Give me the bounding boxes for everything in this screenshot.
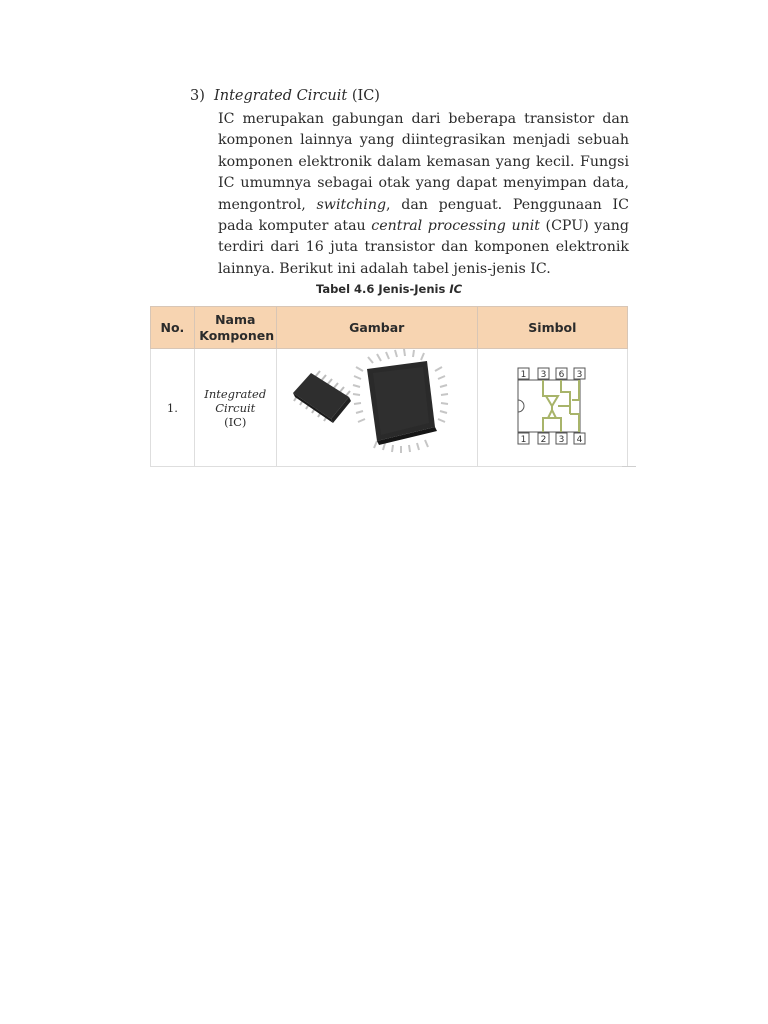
bottom-pin-2: 2 — [540, 435, 547, 445]
ic-notch — [518, 400, 524, 412]
top-pin-2: 3 — [540, 370, 547, 380]
internal-gate-wiring — [543, 380, 579, 432]
header-nama-komponen-label: Nama Komponen — [199, 311, 275, 343]
bottom-pin-labels — [518, 433, 585, 445]
bottom-pin-3: 3 — [558, 435, 565, 445]
top-pin-3: 6 — [558, 370, 565, 380]
ic-chips-photo — [277, 349, 477, 463]
table-caption — [150, 282, 628, 296]
header-simbol: Simbol — [477, 307, 627, 349]
caption-italic: IC — [449, 282, 463, 296]
section-number: 3) — [190, 88, 205, 104]
ic-types-table — [150, 306, 628, 467]
section-heading — [190, 88, 380, 104]
ic-symbol-diagram — [512, 366, 592, 446]
paragraph-italic-cpu: central processing unit — [371, 218, 540, 235]
caption-text: Tabel 4.6 Jenis-Jenis — [315, 282, 450, 296]
paragraph-text-2: , dan penguat. Penggunaan IC pada komputer atau — [218, 196, 629, 235]
nama-line-1: Integrated — [204, 386, 267, 401]
qfp-chip-image — [353, 349, 448, 453]
section-title-rest: (IC) — [347, 88, 380, 104]
table-header-row — [151, 307, 628, 349]
nama-line-2: Circuit — [215, 400, 256, 415]
ic-description-paragraph — [218, 109, 629, 280]
paragraph-text-3: (CPU) yang terdiri dari 16 juta transistor dan komponen elektronik lainnya. Berikut ini adalah tabel jenis-jenis IC. — [218, 218, 629, 277]
top-pin-1: 1 — [520, 370, 527, 380]
paragraph-italic-switching: switching — [316, 196, 387, 213]
bottom-pin-4: 4 — [576, 435, 583, 445]
cell-no: 1. — [151, 349, 195, 467]
header-gambar: Gambar — [276, 307, 477, 349]
soic-chip-image — [293, 371, 351, 423]
page-rule — [622, 466, 636, 467]
paragraph-text-1: IC merupakan gabungan dari beberapa transistor dan komponen lainnya yang diintegrasikan menjadi sebuah komponen elektronik dalam kemasan yang kecil. Fungsi IC umumnya sebagai otak yang dapat menyimpan data, mengontrol, — [218, 111, 629, 213]
header-no: No. — [151, 307, 195, 349]
cell-gambar — [276, 349, 477, 467]
top-pin-4: 3 — [576, 370, 583, 380]
header-nama-komponen — [194, 307, 276, 349]
cell-nama-komponen — [194, 349, 276, 467]
bottom-pin-1: 1 — [520, 435, 527, 445]
cell-simbol — [477, 349, 627, 467]
table-row — [151, 349, 628, 467]
section-title-italic: Integrated Circuit — [214, 88, 348, 104]
nama-line-3: (IC) — [224, 414, 247, 429]
top-pin-labels — [518, 368, 585, 380]
